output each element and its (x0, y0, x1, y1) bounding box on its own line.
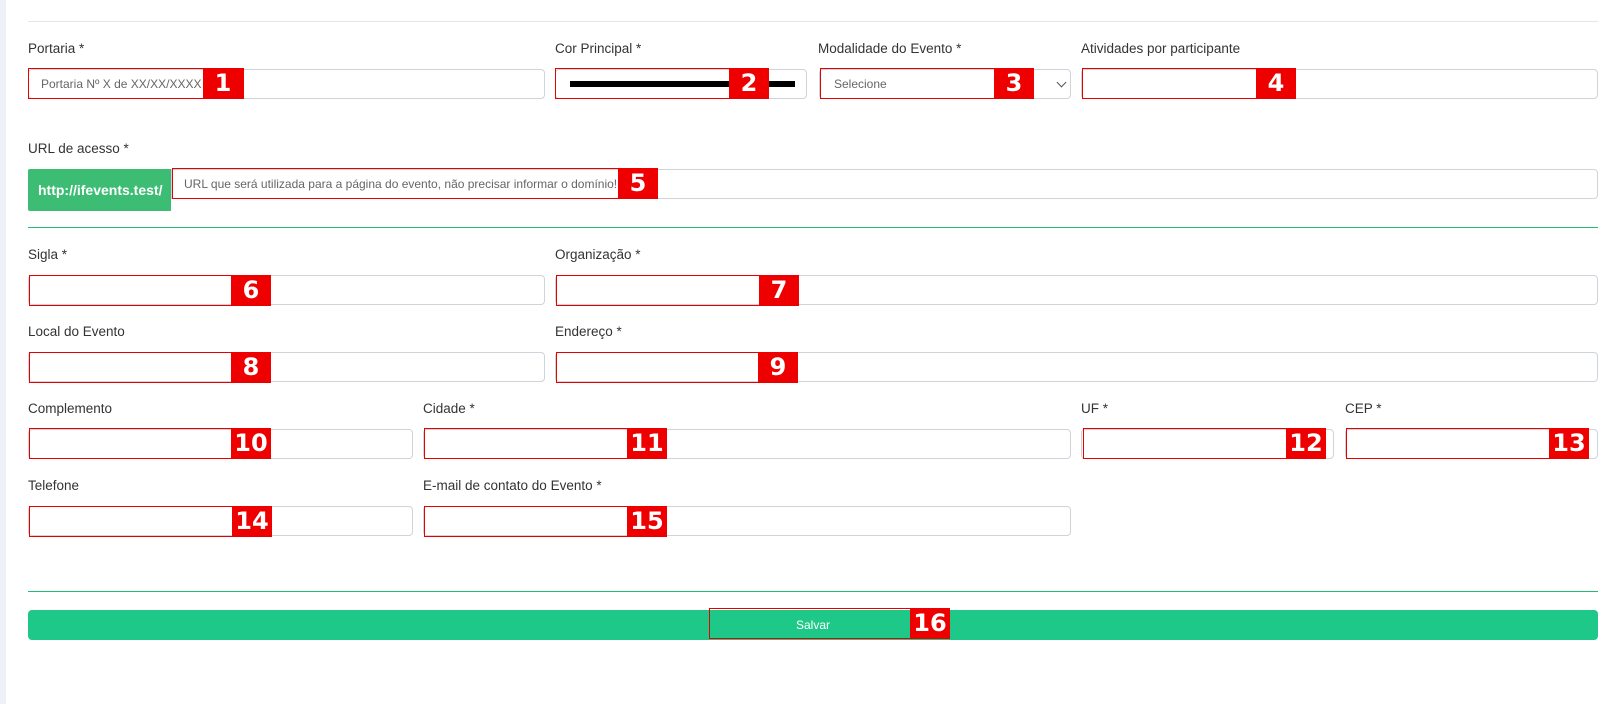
save-button-label: Salvar (795, 618, 830, 632)
marker-badge-2: 2 (729, 68, 769, 98)
complemento-label: Complemento (28, 401, 113, 416)
marker-badge-6: 6 (231, 275, 271, 305)
uf-label: UF * (1081, 401, 1108, 416)
organizacao-input[interactable] (555, 275, 1598, 305)
section-divider (28, 227, 1598, 228)
email-input[interactable] (423, 506, 1071, 536)
local-label: Local do Evento (28, 324, 125, 339)
marker-badge-14: 14 (232, 506, 272, 536)
marker-badge-1: 1 (203, 68, 243, 98)
marker-badge-8: 8 (231, 352, 271, 382)
complemento-input[interactable] (28, 429, 413, 459)
marker-badge-12: 12 (1286, 428, 1326, 458)
organizacao-label: Organização * (555, 247, 641, 262)
local-input[interactable] (28, 352, 545, 382)
marker-badge-9: 9 (758, 352, 798, 382)
email-label: E-mail de contato do Evento * (423, 478, 602, 493)
telefone-label: Telefone (28, 478, 80, 493)
marker-badge-15: 15 (627, 506, 667, 536)
portaria-label: Portaria * (28, 41, 85, 56)
url-input[interactable] (171, 169, 1598, 199)
portaria-placeholder: Portaria Nº X de XX/XX/XXXX (41, 77, 202, 91)
marker-badge-4: 4 (1256, 68, 1296, 98)
url-prefix-addon: http://ifevents.test/ (28, 169, 171, 211)
marker-badge-16: 16 (910, 608, 950, 638)
chevron-down-icon (1057, 78, 1067, 88)
atividades-label: Atividades por participante (1081, 41, 1241, 56)
modalidade-selected-value: Selecione (834, 77, 887, 91)
marker-badge-7: 7 (759, 275, 799, 305)
cor-principal-color-picker[interactable] (555, 69, 807, 99)
telefone-input[interactable] (28, 506, 413, 536)
marker-badge-11: 11 (627, 428, 667, 458)
cidade-input[interactable] (423, 429, 1071, 459)
marker-badge-3: 3 (994, 68, 1034, 98)
marker-badge-5: 5 (618, 168, 658, 198)
url-placeholder: URL que será utilizada para a página do evento, não precisar informar o domínio! (184, 177, 618, 191)
marker-badge-10: 10 (231, 428, 271, 458)
cep-label: CEP * (1345, 401, 1382, 416)
sigla-input[interactable] (28, 275, 545, 305)
url-label: URL de acesso * (28, 141, 129, 156)
atividades-input[interactable] (1081, 69, 1598, 99)
save-button[interactable] (28, 610, 1598, 640)
endereco-input[interactable] (555, 352, 1598, 382)
footer-divider (28, 591, 1598, 592)
cor-principal-label: Cor Principal * (555, 41, 642, 56)
top-divider (28, 21, 1598, 22)
marker-badge-13: 13 (1549, 428, 1589, 458)
modalidade-label: Modalidade do Evento * (818, 41, 962, 56)
sigla-label: Sigla * (28, 247, 68, 262)
cidade-label: Cidade * (423, 401, 475, 416)
endereco-label: Endereço * (555, 324, 622, 339)
portaria-input[interactable] (28, 69, 545, 99)
